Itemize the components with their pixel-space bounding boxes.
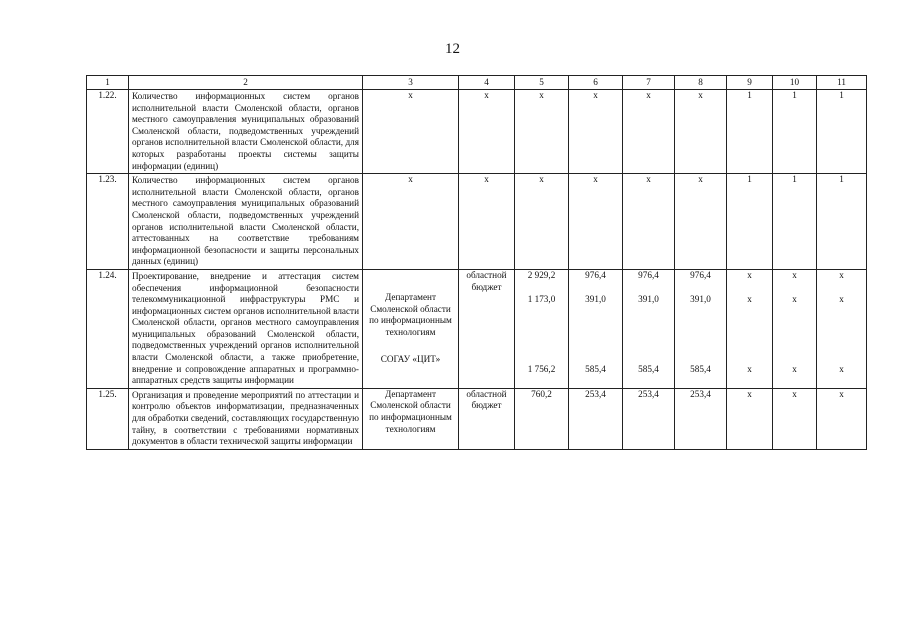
row-description: Количество информационных систем органов исполнительной власти Смоленской области, органов местного самоуправления муниципальных образований Смоленской области, подведомственных учреждений органов исполнительной власти Смоленской области, аттестованных на соответствие требованиям информационной безопасности и защиты персональных данных (единиц)	[129, 174, 363, 270]
col-header: 11	[817, 76, 867, 90]
value-cell: x	[569, 90, 623, 174]
value-cit: x	[792, 364, 797, 375]
row-number: 1.24.	[87, 269, 129, 388]
col-header: 5	[515, 76, 569, 90]
value-total: 976,4	[638, 269, 659, 280]
page-number: 12	[445, 41, 460, 57]
executor-cit: СОГАУ «ЦИТ»	[380, 354, 441, 365]
row-description: Количество информационных систем органов исполнительной власти Смоленской области, органов местного самоуправления муниципальных образований Смоленской области, подведомственных учреждений органов исполнительной власти Смоленской области, для которых разработаны проекты системы защиты информации (единиц)	[129, 90, 363, 174]
value-cit: 585,4	[638, 364, 659, 375]
value-cell	[727, 269, 773, 388]
value-dept: 1 173,0	[527, 293, 556, 304]
value-cell: x	[569, 174, 623, 270]
row-description: Организация и проведение мероприятий по аттестации и контролю объектов информатизации, предназначенных для обработки сведений, составляющих государственную тайну, в соответствии с требованиями нормативных документов в области технической защиты информации	[129, 388, 363, 449]
row-number: 1.23.	[87, 174, 129, 270]
executor-cell: x	[363, 90, 459, 174]
value-cell: x	[773, 388, 817, 449]
table-row	[87, 269, 867, 388]
value-cell: 253,4	[675, 388, 727, 449]
value-cell: 1	[773, 174, 817, 270]
row-number: 1.25.	[87, 388, 129, 449]
value-cit: 585,4	[690, 364, 711, 375]
value-cit: x	[747, 364, 752, 375]
value-dept: x	[839, 293, 844, 304]
row-number: 1.22.	[87, 90, 129, 174]
value-dept: x	[747, 293, 752, 304]
col-header: 6	[569, 76, 623, 90]
row-description: Проектирование, внедрение и аттестация систем обеспечения информационной безопасности телекоммуникационной инфраструктуры РМС и информационных систем органов исполнительной власти Смоленской области, органов местного самоуправления муниципальных образований Смоленской области, подведомственных учреждений органов исполнительной власти Смоленской области, а также приобретение, внедрение и сопровождение аппаратных и программно-аппаратных средств защиты информации	[129, 269, 363, 388]
value-cell: 1	[817, 90, 867, 174]
col-header: 9	[727, 76, 773, 90]
value-cell	[817, 269, 867, 388]
value-dept: 391,0	[638, 293, 659, 304]
col-header: 10	[773, 76, 817, 90]
value-cell	[773, 269, 817, 388]
value-cell: 1	[727, 174, 773, 270]
header-row	[87, 76, 867, 90]
table-row	[87, 174, 867, 270]
value-cit: x	[839, 364, 844, 375]
value-cell: x	[515, 90, 569, 174]
col-header: 2	[129, 76, 363, 90]
value-cit: 1 756,2	[527, 364, 556, 375]
value-cell: x	[623, 90, 675, 174]
source-cell: x	[459, 174, 515, 270]
value-cell: x	[817, 388, 867, 449]
value-cell	[623, 269, 675, 388]
col-header: 1	[87, 76, 129, 90]
value-cell: x	[623, 174, 675, 270]
program-table	[86, 75, 867, 450]
value-cell: 760,2	[515, 388, 569, 449]
value-cit: 585,4	[585, 364, 606, 375]
value-dept: 391,0	[690, 293, 711, 304]
value-cell: 1	[773, 90, 817, 174]
col-header: 4	[459, 76, 515, 90]
value-cell: 253,4	[569, 388, 623, 449]
table-row	[87, 90, 867, 174]
source-cell: областной бюджет	[459, 269, 515, 388]
value-cell: 1	[817, 174, 867, 270]
value-dept: x	[792, 293, 797, 304]
value-cell: x	[727, 388, 773, 449]
value-total: 976,4	[690, 269, 711, 280]
value-total: x	[792, 269, 797, 280]
value-total: x	[747, 269, 752, 280]
value-cell: x	[675, 174, 727, 270]
col-header: 3	[363, 76, 459, 90]
executor-department: Департамент Смоленской области по информационным технологиям	[369, 291, 452, 337]
value-cell	[569, 269, 623, 388]
source-cell: областной бюджет	[459, 388, 515, 449]
value-dept: 391,0	[585, 293, 606, 304]
value-cell	[515, 269, 569, 388]
value-cell: 1	[727, 90, 773, 174]
value-total: 976,4	[585, 269, 606, 280]
source-cell: x	[459, 90, 515, 174]
col-header: 7	[623, 76, 675, 90]
table-row	[87, 388, 867, 449]
executor-cell: Департамент Смоленской области по информационным технологиям	[363, 388, 459, 449]
value-cell	[675, 269, 727, 388]
value-cell: x	[675, 90, 727, 174]
executor-cell: x	[363, 174, 459, 270]
value-total: 2 929,2	[527, 269, 556, 280]
value-total: x	[839, 269, 844, 280]
value-cell: x	[515, 174, 569, 270]
value-cell: 253,4	[623, 388, 675, 449]
col-header: 8	[675, 76, 727, 90]
executor-cell	[363, 269, 459, 388]
